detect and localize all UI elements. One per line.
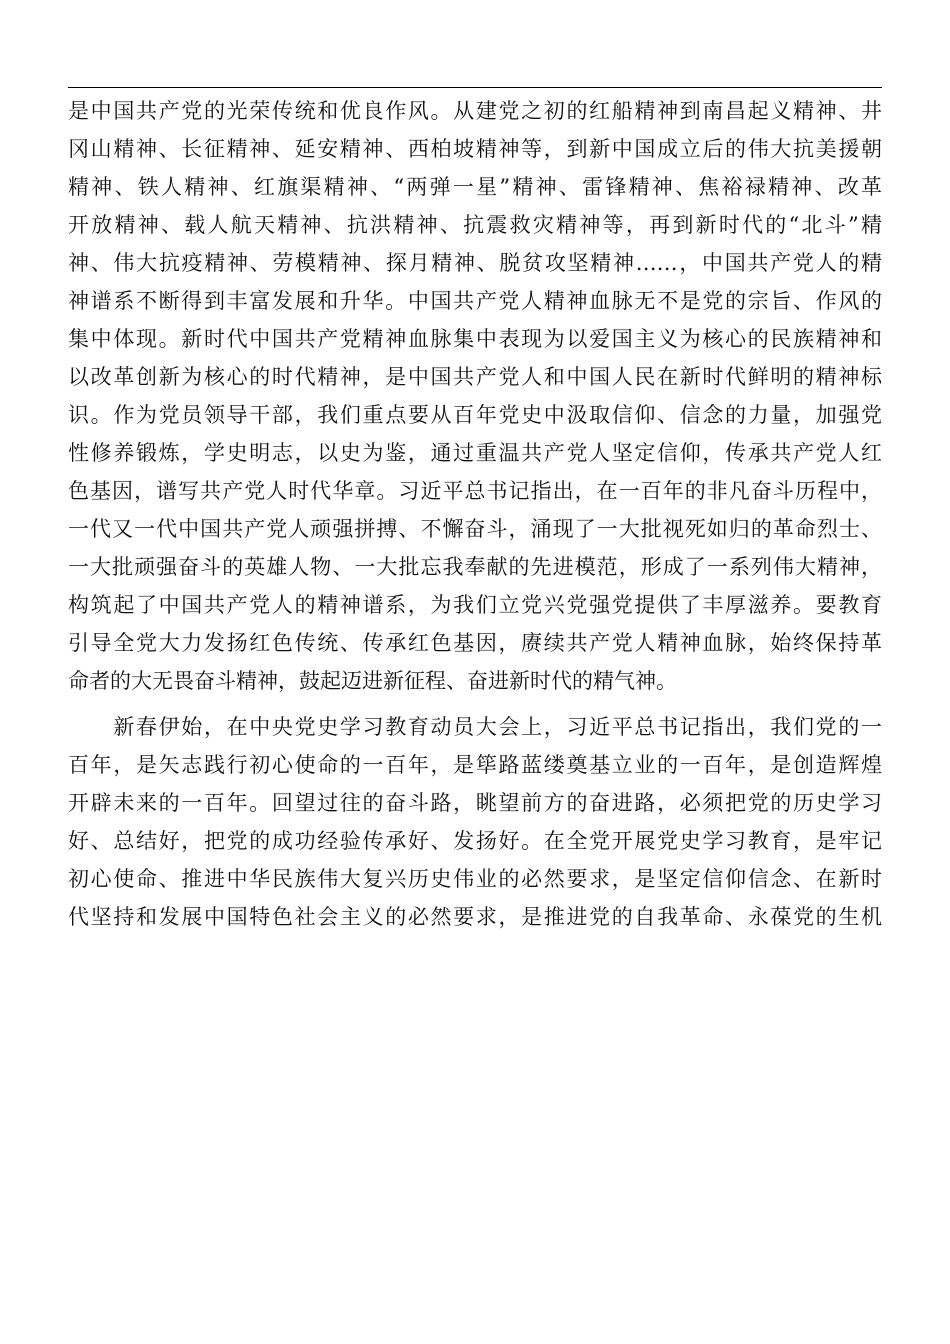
text-line: 初心使命、推进中华民族伟大复兴历史伟业的必然要求，是坚定信仰信念、在新时 bbox=[68, 867, 882, 891]
header-rule bbox=[68, 87, 882, 88]
text-line: 是中国共产党的光荣传统和优良作风。从建党之初的红船精神到南昌起义精神、井 bbox=[68, 99, 882, 123]
text-line: 精神、铁人精神、红旗渠精神、“两弹一星”精神、雷锋精神、焦裕禄精神、改革 bbox=[68, 175, 882, 199]
text-line: 开辟未来的一百年。回望过往的奋斗路，眺望前方的奋进路，必须把党的历史学习 bbox=[68, 791, 882, 815]
text-line: 新春伊始，在中央党史学习教育动员大会上，习近平总书记指出，我们党的一 bbox=[68, 715, 882, 739]
text-line: 性修养锻炼，学史明志，以史为鉴，通过重温共产党人坚定信仰，传承共产党人红 bbox=[68, 441, 882, 465]
document-body bbox=[68, 92, 882, 936]
text-line: 色基因，谱写共产党人时代华章。习近平总书记指出，在一百年的非凡奋斗历程中， bbox=[68, 479, 882, 503]
text-line: 以改革创新为核心的时代精神，是中国共产党人和中国人民在新时代鲜明的精神标 bbox=[68, 365, 882, 389]
text-line: 引导全党大力发扬红色传统、传承红色基因，赓续共产党人精神血脉，始终保持革 bbox=[68, 631, 882, 655]
paragraph-gap bbox=[68, 700, 882, 708]
text-line: 一大批顽强奋斗的英雄人物、一大批忘我奉献的先进模范，形成了一系列伟大精神， bbox=[68, 555, 882, 579]
text-line: 代坚持和发展中国特色社会主义的必然要求，是推进党的自我革命、永葆党的生机 bbox=[68, 905, 882, 929]
paragraph-2 bbox=[68, 708, 882, 936]
paragraph-1 bbox=[68, 92, 882, 700]
text-line: 命者的大无畏奋斗精神，鼓起迈进新征程、奋进新时代的精气神。 bbox=[68, 669, 677, 693]
text-line: 一代又一代中国共产党人顽强拼搏、不懈奋斗，涌现了一大批视死如归的革命烈士、 bbox=[68, 517, 882, 541]
text-line: 百年，是矢志践行初心使命的一百年，是筚路蓝缕奠基立业的一百年，是创造辉煌 bbox=[68, 753, 882, 777]
text-line: 神谱系不断得到丰富发展和升华。中国共产党人精神血脉无不是党的宗旨、作风的 bbox=[68, 289, 882, 313]
text-line: 神、伟大抗疫精神、劳模精神、探月精神、脱贫攻坚精神……，中国共产党人的精 bbox=[68, 251, 882, 275]
text-line: 构筑起了中国共产党人的精神谱系，为我们立党兴党强党提供了丰厚滋养。要教育 bbox=[68, 593, 882, 617]
text-line: 好、总结好，把党的成功经验传承好、发扬好。在全党开展党史学习教育，是牢记 bbox=[68, 829, 882, 853]
text-line: 识。作为党员领导干部，我们重点要从百年党史中汲取信仰、信念的力量，加强党 bbox=[68, 403, 882, 427]
text-line: 集中体现。新时代中国共产党精神血脉集中表现为以爱国主义为核心的民族精神和 bbox=[68, 327, 882, 351]
text-line: 冈山精神、长征精神、延安精神、西柏坡精神等，到新中国成立后的伟大抗美援朝 bbox=[68, 137, 882, 161]
text-line: 开放精神、载人航天精神、抗洪精神、抗震救灾精神等，再到新时代的“北斗”精 bbox=[68, 213, 882, 237]
